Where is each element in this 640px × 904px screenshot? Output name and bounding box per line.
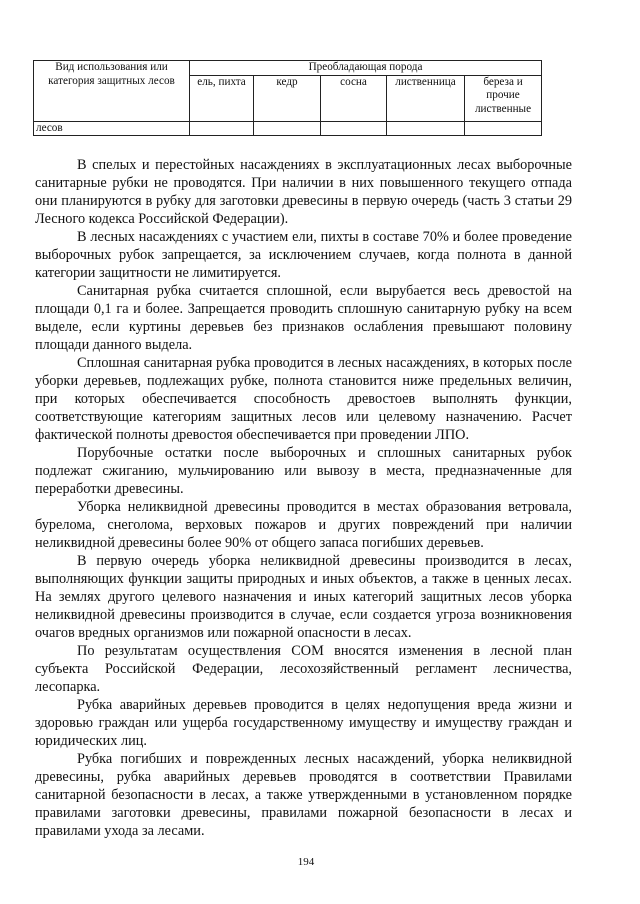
species-table [33, 60, 542, 136]
table-header-species: сосна [321, 75, 387, 121]
paragraph: Уборка неликвидной древесины проводится в местах образования ветровала, бурелома, снеголома, верховых пожаров и других повреждений при наличии неликвидной древесины более 90% от общего запаса погибших деревьев. [35, 499, 572, 551]
paragraph: Порубочные остатки после выборочных и сплошных санитарных рубок подлежат сжиганию, мульчированию или вывозу в места, предназначенные для переработки древесины. [35, 445, 572, 497]
paragraph: Рубка аварийных деревьев проводится в целях недопущения вреда жизни и здоровью граждан или ущерба государственному имуществу и имуществу граждан и юридических лиц. [35, 697, 572, 749]
paragraph: Санитарная рубка считается сплошной, если вырубается весь древостой на площади 0,1 га и более. Запрещается проводить сплошную санитарную рубку на всем выделе, если куртины деревьев без признаков ослабления превышают половину площади данного выдела. [35, 283, 572, 353]
paragraph: В первую очередь уборка неликвидной древесины производится в лесах, выполняющих функции защиты природных и иных объектов, а также в ценных лесах. На землях другого целевого назначения и иных категорий защитных лесов уборка неликвидной древесины производится в случае, если создается угроза возникновения очагов вредных организмов или пожарной опасности в лесах. [35, 553, 572, 641]
table-cell [254, 121, 321, 136]
table-header-species: кедр [254, 75, 321, 121]
table-header-dominant-species: Преобладающая порода [190, 61, 542, 76]
table-cell [321, 121, 387, 136]
table-cell [190, 121, 254, 136]
table-cell [387, 121, 465, 136]
table-header-species: ель, пихта [190, 75, 254, 121]
paragraph: Рубка погибших и поврежденных лесных насаждений, уборка неликвидной древесины, рубка аварийных деревьев проводятся в соответствии Правилами санитарной безопасности в лесах, а также утвержденными в установленном порядке правилами заготовки древесины, правилами пожарной безопасности в лесах и правилами ухода за лесами. [35, 751, 572, 839]
table-row [34, 121, 542, 136]
paragraph: В лесных насаждениях с участием ели, пихты в составе 70% и более проведение выборочных рубок запрещается, за исключением случаев, когда полнота в данной категории защитности не лимитируется. [35, 229, 572, 281]
table-header-species: лиственница [387, 75, 465, 121]
page-number: 194 [297, 856, 315, 868]
paragraph: По результатам осуществления СОМ вносятся изменения в лесной план субъекта Российской Федерации, лесохозяйственный регламент лесничества, лесопарка. [35, 643, 572, 695]
body-text [35, 156, 572, 840]
paragraph: В спелых и перестойных насаждениях в эксплуатационных лесах выборочные санитарные рубки не проводятся. При наличии в них повышенного текущего отпада они планируются в рубку для заготовки древесины в первую очередь (часть 3 статьи 29 Лесного кодекса Российской Федерации). [35, 157, 572, 227]
table-header-usage-category: Вид использования или категория защитных лесов [34, 61, 190, 122]
table-cell [465, 121, 542, 136]
paragraph: Сплошная санитарная рубка проводится в лесных насаждениях, в которых после уборки деревьев, подлежащих рубке, полнота становится ниже предельных величин, при которых обеспечивается способность древостоев выполнять функции, соответствующие категориям защитных лесов или целевому назначению. Расчет фактической полноты древостоя обеспечивается при проведении ЛПО. [35, 355, 572, 443]
table-header-species: береза и прочие лиственные [465, 75, 542, 121]
table-row-label: лесов [34, 121, 190, 136]
